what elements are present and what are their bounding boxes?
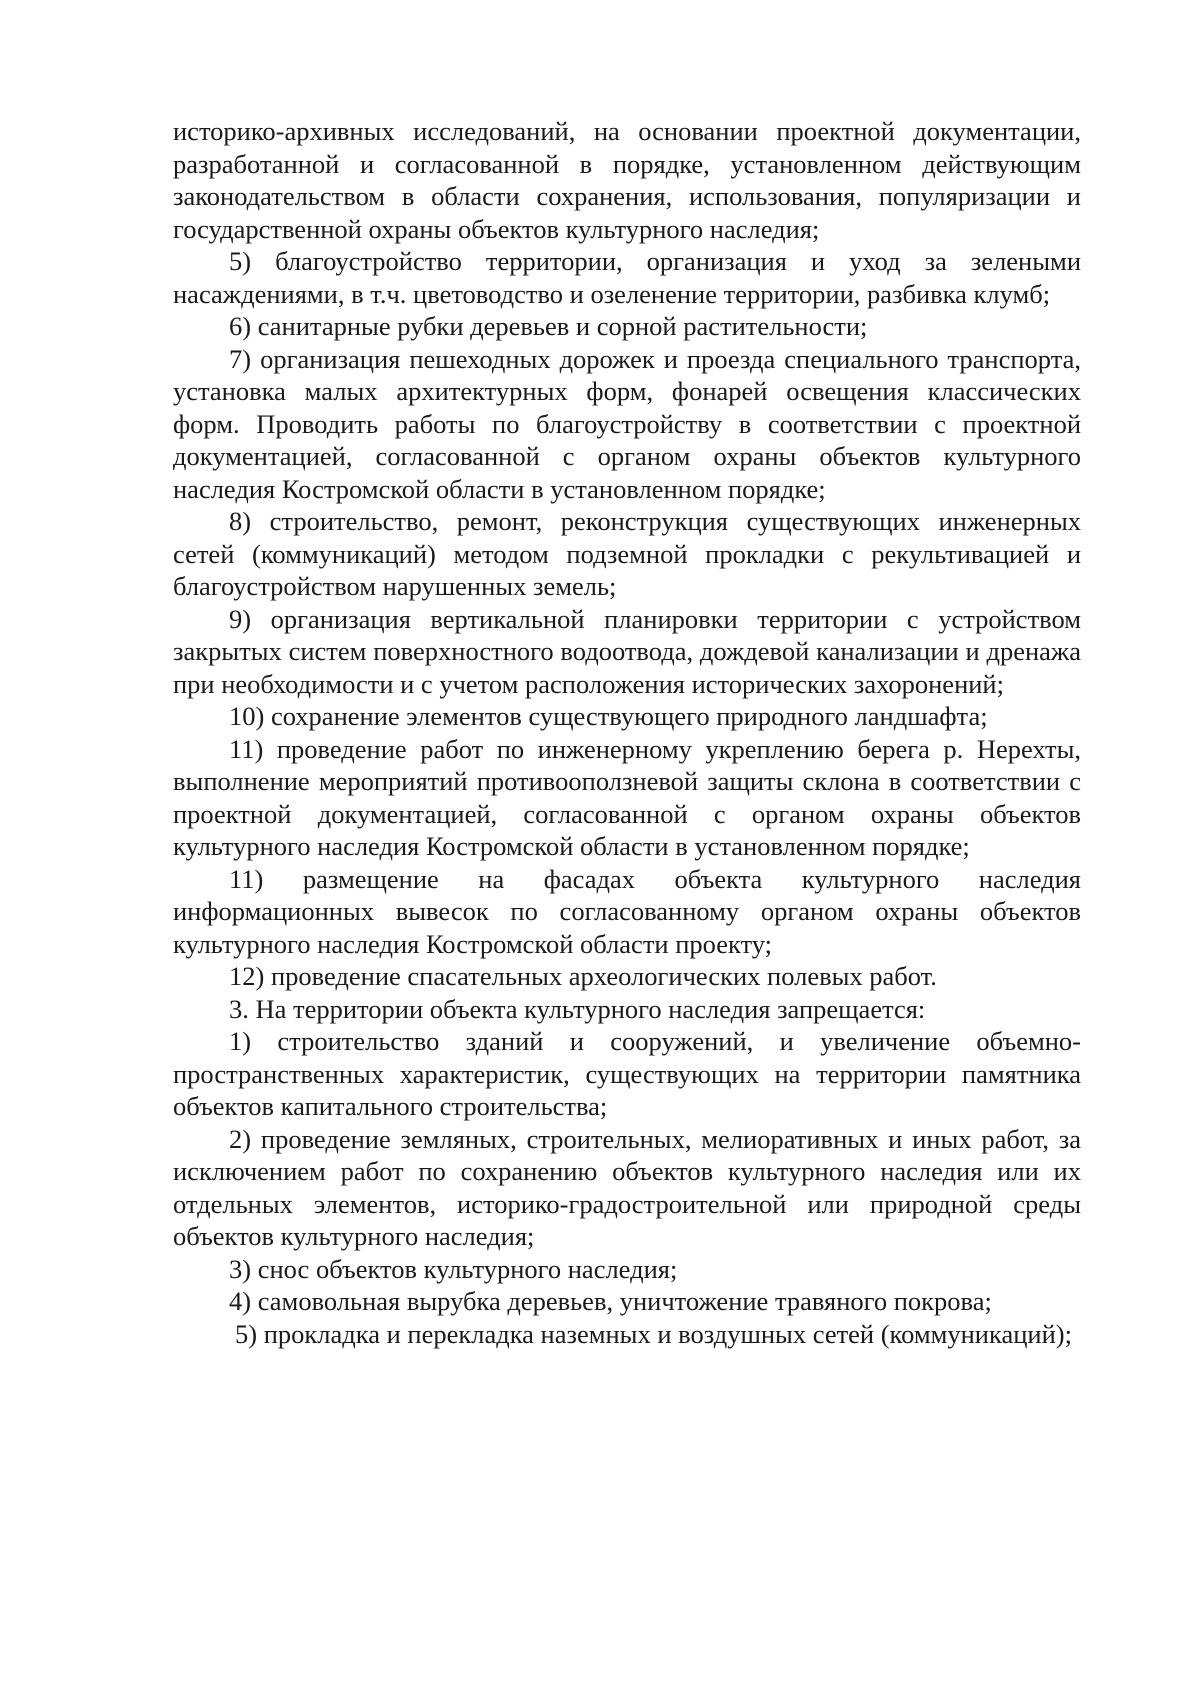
list-item-7-footpaths: 7) организация пешеходных дорожек и проезда специального транспорта, установка малых архитектурных форм, фонарей освещения классических форм. Проводить работы по благоустройству в соответствии с проектной документацией, согласованной с органом охраны объектов культурного наследия Костромской области в установленном порядке; <box>173 343 1081 504</box>
prohibited-item-2: 2) проведение земляных, строительных, мелиоративных и иных работ, за исключением работ по сохранению объектов культурного наследия или их отдельных элементов, историко-градостроительной или природной среды объектов культурного наследия; <box>173 1123 1081 1251</box>
paragraph-continuation: историко-архивных исследований, на основании проектной документации, разработанной и согласованной в порядке, установленном действующим законодательством в области сохранения, использования, популяризации и государственной охраны объектов культурного наследия; <box>173 116 1081 244</box>
list-item-8-engineering-networks: 8) строительство, ремонт, реконструкция существующих инженерных сетей (коммуникаций) методом подземной прокладки с рекультивацией и благоустройством нарушенных земель; <box>173 506 1081 601</box>
prohibited-item-3: 3) снос объектов культурного наследия; <box>229 1253 678 1284</box>
list-item-9-vertical-planning: 9) организация вертикальной планировки территории с устройством закрытых систем поверхностного водоотвода, дождевой канализации и дренажа при необходимости и с учетом расположения исторических захоронений; <box>173 603 1081 699</box>
list-item-12-archaeology: 12) проведение спасательных археологических полевых работ. <box>229 961 937 991</box>
prohibited-item-1: 1) строительство зданий и сооружений, и увеличение объемно-пространственных характеристик, существующих на территории памятника объектов капитального строительства; <box>173 1026 1081 1121</box>
prohibited-item-4: 4) самовольная вырубка деревьев, уничтожение травяного покрова; <box>229 1286 992 1316</box>
list-item-11-bank-reinforcement: 11) проведение работ по инженерному укреплению берега р. Нерехты, выполнение мероприятий противооползневой защиты склона в соответствии с проектной документацией, согласованной с органом охраны объектов культурного наследия Костромской области в установленном порядке; <box>173 733 1081 861</box>
list-item-5-landscaping: 5) благоустройство территории, организация и уход за зелеными насаждениями, в т.ч. цветоводство и озеленение территории, разбивка клумб; <box>173 246 1081 309</box>
list-item-6-sanitary-felling: 6) санитарные рубки деревьев и сорной растительности; <box>229 311 868 341</box>
section-3-heading: 3. На территории объекта культурного наследия запрещается: <box>229 993 926 1024</box>
prohibited-item-5: 5) прокладка и перекладка наземных и воздушных сетей (коммуникаций); <box>235 1318 1072 1349</box>
list-item-10-landscape: 10) сохранение элементов существующего природного ландшафта; <box>229 701 988 731</box>
document-page <box>173 115 1081 1350</box>
list-item-11-signage: 11) размещение на фасадах объекта культурного наследия информационных вывесок по согласованному органом охраны объектов культурного наследия Костромской области проекту; <box>173 863 1081 959</box>
